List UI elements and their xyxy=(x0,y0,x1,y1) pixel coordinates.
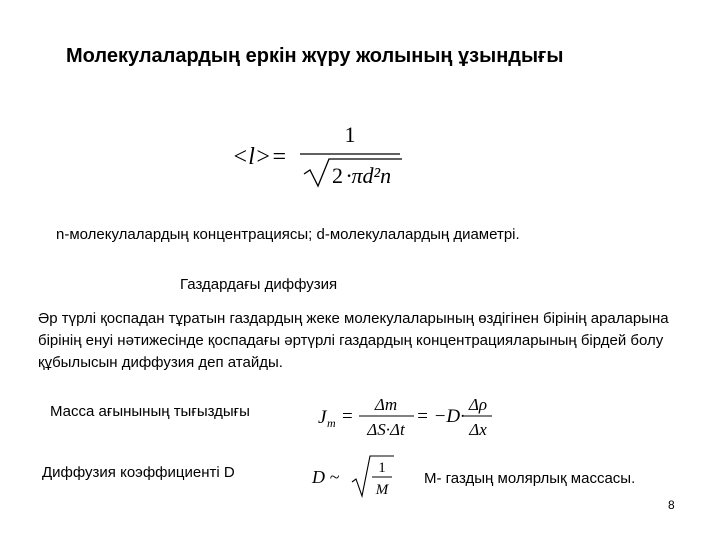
flux-equals: = xyxy=(342,406,353,427)
flux-middle: = −D· xyxy=(416,406,465,427)
coef-denominator: M xyxy=(375,482,389,498)
slide-title: Молекулалардың еркін жүру жолының ұзындығы xyxy=(66,45,564,67)
flux-label: Масса ағынының тығыздығы xyxy=(50,403,250,420)
flux-subscript: m xyxy=(327,416,336,430)
flux-frac2-denominator: Δx xyxy=(469,420,487,439)
diffusion-coefficient-formula xyxy=(310,452,396,504)
diffusion-paragraph: Әр түрлі қоспадан тұратын газдардың жеке молекулаларының өздігінен бірінің араларына бірінің енуі нәтижесінде қоспадағы әртүрлі газдардың концентрацияларының бірдей болу құбылысын диффузия деп атайды. xyxy=(38,310,669,371)
definitions-text: n-молекулалардың концентрациясы; d-молекулалардың диаметрі. xyxy=(56,226,520,243)
coef-lhs: D ~ xyxy=(312,467,340,487)
molar-mass-note: М- газдың молярлық массасы. xyxy=(424,470,636,487)
mean-free-path-formula xyxy=(230,118,410,190)
formula-numerator: 1 xyxy=(344,122,356,147)
flux-formula xyxy=(316,392,496,444)
flux-frac1-denominator: ΔS·Δt xyxy=(367,420,405,439)
page-number: 8 xyxy=(668,498,675,512)
flux-symbol: J xyxy=(318,407,327,428)
section-subtitle: Газдардағы диффузия xyxy=(180,276,338,293)
radicand-value: 2 xyxy=(332,163,343,188)
coef-numerator: 1 xyxy=(378,460,386,476)
coefficient-label: Диффузия коэффициенті D xyxy=(42,464,235,481)
formula-lhs: <l>= xyxy=(232,144,288,170)
flux-frac2-numerator: Δρ xyxy=(468,395,488,414)
radicand-rest: ·πd²n xyxy=(346,163,392,188)
flux-frac1-numerator: Δm xyxy=(374,395,398,414)
